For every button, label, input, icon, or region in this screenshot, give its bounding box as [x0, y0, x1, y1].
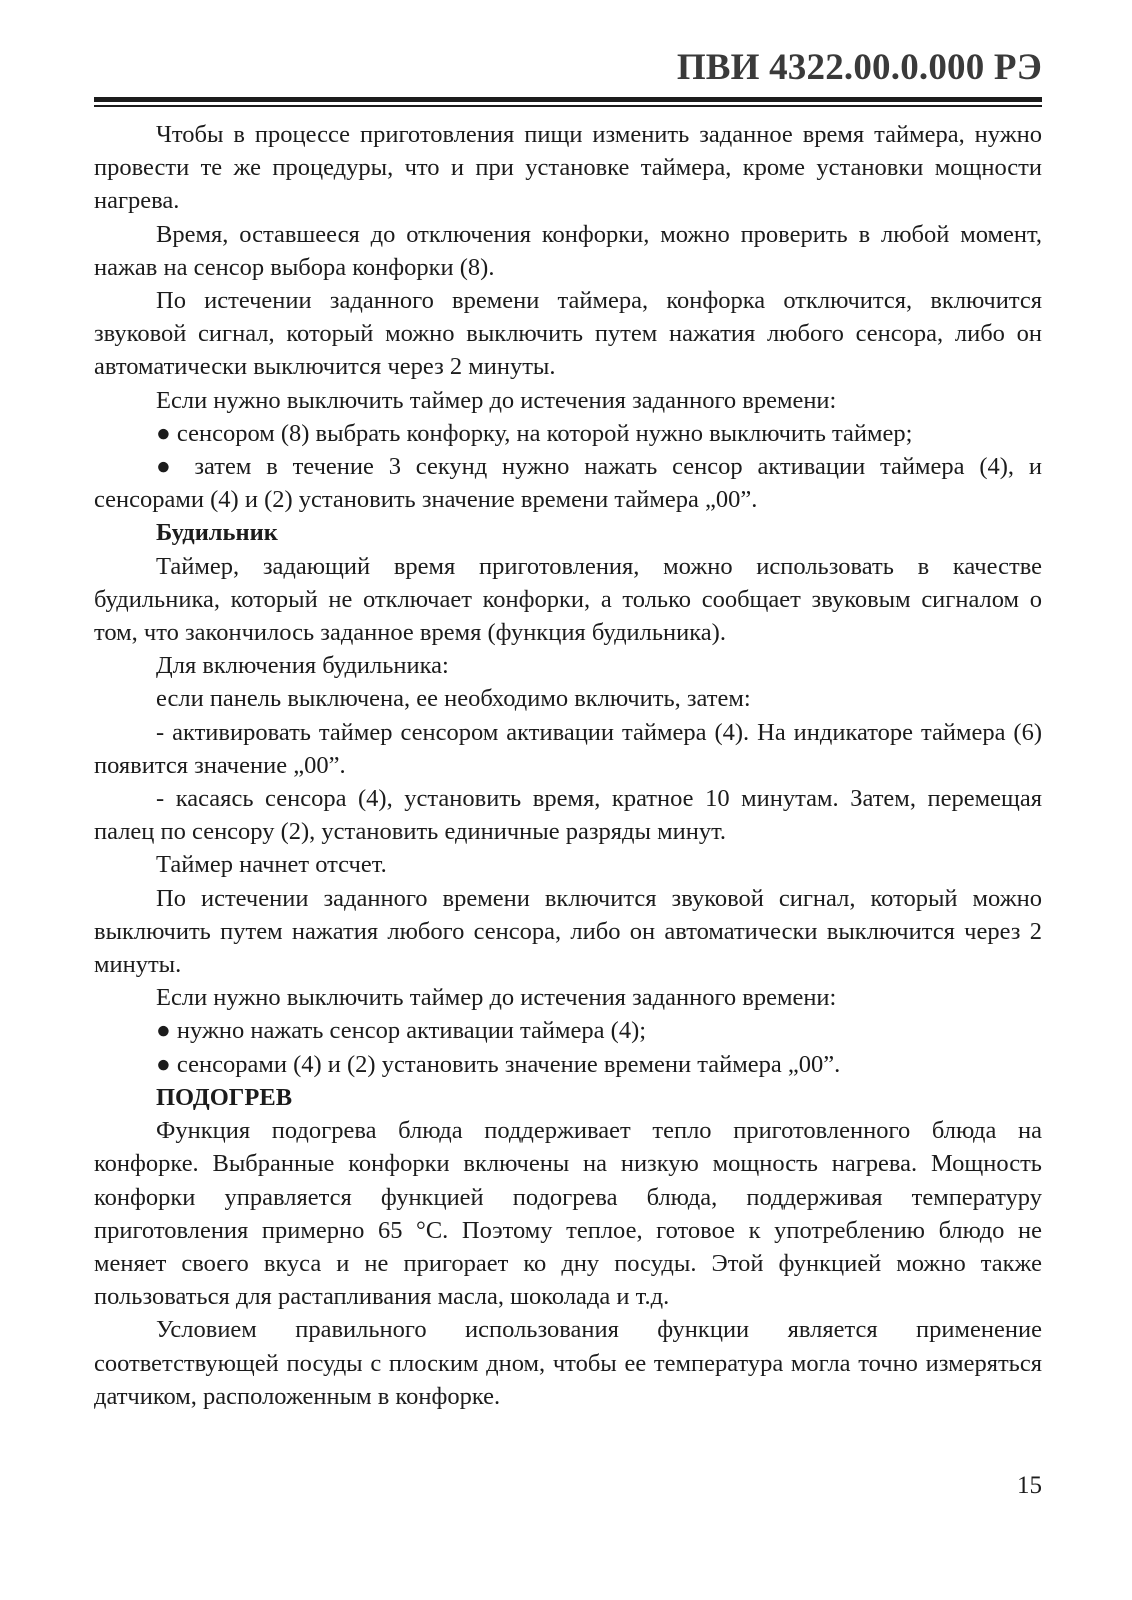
paragraph-alarm-expiry: По истечении заданного времени включится звуковой сигнал, который можно выключить путем нажатия любого сенсора, либо он автоматически выключится через 2 минуты. [94, 884, 1042, 979]
paragraph-alarm-enable-intro: Для включения будильника: [156, 652, 449, 680]
paragraph-warming-description: Функция подогрева блюда поддерживает тепло приготовленного блюда на конфорке. Выбранные конфорки включены на низкую мощность нагрева. Мощность конфорки управляется функцией подогрева блюда, поддерживая температуру приготовления примерно 65 °C. Поэтому теплое, готовое к употреблению блюдо не меняет своего вкуса и не пригорает ко дну посуды. Этой функцией можно также пользоваться для растапливания масла, шоколада и т.д. [94, 1117, 1042, 1311]
bullet-set-zero: ● затем в течение 3 секунд нужно нажать сенсор активации таймера (4), и сенсорами (4) и (2) установить значение времени таймера „00”. [94, 453, 1042, 514]
paragraph-timer-expiry: По истечении заданного времени таймера, конфорка отключится, включится звуковой сигнал, который можно выключить путем нажатия любого сенсора, либо он автоматически выключится через 2 минуты. [94, 287, 1042, 381]
section-heading-alarm: Будильник [156, 519, 278, 547]
paragraph-change-timer: Чтобы в процессе приготовления пищи изменить заданное время таймера, нужно провести те же процедуры, что и при установке таймера, кроме установки мощности нагрева. [94, 121, 1042, 215]
paragraph-panel-on: если панель выключена, ее необходимо включить, затем: [156, 685, 751, 713]
page-number: 15 [1017, 1472, 1042, 1499]
bullet-set-zero-alarm: ● сенсорами (4) и (2) установить значение времени таймера „00”. [156, 1050, 841, 1078]
paragraph-cancel-timer-intro: Если нужно выключить таймер до истечения заданного времени: [156, 386, 837, 414]
section-heading-warming: ПОДОГРЕВ [156, 1083, 293, 1111]
bullet-press-timer-sensor: ● нужно нажать сенсор активации таймера (4); [156, 1017, 647, 1045]
step-set-time: - касаясь сенсора (4), установить время, кратное 10 минутам. Затем, перемещая палец по сенсору (2), установить единичные разряды минут. [94, 785, 1042, 846]
step-activate-timer: - активировать таймер сенсором активации таймера (4). На индикаторе таймера (6) появится значение „00”. [94, 718, 1042, 779]
paragraph-timer-starts: Таймер начнет отсчет. [156, 851, 387, 879]
paragraph-warming-condition: Условием правильного использования функции является применение соответствующей посуды с плоским дном, чтобы ее температура могла точно измеряться датчиком, расположенным в конфорке. [94, 1316, 1042, 1410]
header-rule-thin [94, 105, 1042, 107]
bullet-select-burner: ● сенсором (8) выбрать конфорку, на которой нужно выключить таймер; [156, 419, 913, 447]
document-page [94, 0, 1042, 1600]
paragraph-alarm-description: Таймер, задающий время приготовления, можно использовать в качестве будильника, который не отключает конфорки, а только сообщает звуковым сигналом о том, что закончилось заданное время (функция будильника). [94, 552, 1042, 647]
paragraph-check-remaining-time: Время, оставшееся до отключения конфорки, можно проверить в любой момент, нажав на сенсор выбора конфорки (8). [94, 220, 1042, 281]
page-body [94, 118, 1042, 1413]
document-code-header: ПВИ 4322.00.0.000 РЭ [676, 47, 1042, 88]
paragraph-cancel-alarm-intro: Если нужно выключить таймер до истечения заданного времени: [156, 984, 837, 1012]
header-rule-thick [94, 97, 1042, 102]
